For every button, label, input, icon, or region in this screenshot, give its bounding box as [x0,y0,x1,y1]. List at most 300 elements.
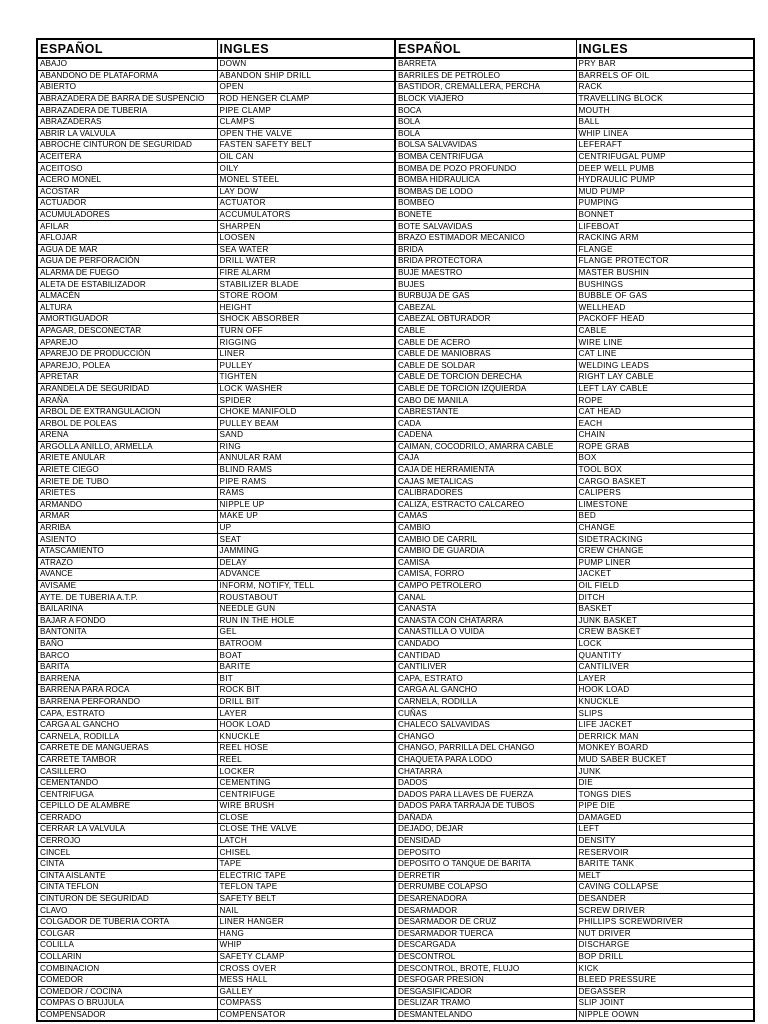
table-row [37,801,754,813]
english-term-cell: MONEL STEEL [217,174,395,186]
spanish-term-cell: ABRIR LA VALVULA [37,128,217,140]
english-term-cell: FLANGE [576,244,754,256]
table-row [37,430,754,442]
spanish-term-cell: BOMBA HIDRAULICA [395,174,576,186]
spanish-term-cell: DADOS [395,777,576,789]
spanish-term-cell: ACOSTAR [37,186,217,198]
table-row [37,116,754,128]
english-term-cell: LOCK [576,638,754,650]
table-row [37,267,754,279]
english-term-cell: REEL HOSE [217,743,395,755]
spanish-term-cell: AVANCE [37,569,217,581]
spanish-term-cell: CAPA, ESTRATO [37,708,217,720]
spanish-term-cell: CINCEL [37,847,217,859]
table-row [37,372,754,384]
spanish-term-cell: CHATARRA [395,766,576,778]
english-term-cell: WELDING LEADS [576,360,754,372]
spanish-term-cell: ABANDONO DE PLATAFORMA [37,70,217,82]
english-term-cell: TIGHTEN [217,372,395,384]
spanish-term-cell: BOLA [395,128,576,140]
english-term-cell: LINER [217,348,395,360]
table-row [37,754,754,766]
english-term-cell: LOCKER [217,766,395,778]
english-term-cell: CAT HEAD [576,406,754,418]
table-row [37,232,754,244]
english-term-cell: NIPPLE OOWN [576,1009,754,1021]
spanish-term-cell: ARBOL DE POLEAS [37,418,217,430]
english-term-cell: STORE ROOM [217,290,395,302]
english-term-cell: NEEDLE GUN [217,603,395,615]
spanish-term-cell: CASILLERO [37,766,217,778]
spanish-term-cell: ABROCHE CINTURON DE SEGURIDAD [37,140,217,152]
spanish-term-cell: APAREJO [37,337,217,349]
english-term-cell: JUNK BASKET [576,615,754,627]
spanish-term-cell: BAJAR A FONDO [37,615,217,627]
table-row [37,151,754,163]
spanish-term-cell: ARIETE CIEGO [37,464,217,476]
english-term-cell: ACCUMULATORS [217,209,395,221]
spanish-term-cell: CARGA AL GANCHO [37,719,217,731]
spanish-term-cell: APAREJO, POLEA [37,360,217,372]
table-row [37,163,754,175]
english-term-cell: RESERVOIR [576,847,754,859]
spanish-term-cell: CHANGO [395,731,576,743]
english-term-cell: OIL CAN [217,151,395,163]
table-row [37,696,754,708]
table-row [37,499,754,511]
table-row [37,314,754,326]
english-term-cell: ADVANCE [217,569,395,581]
spanish-term-cell: CANAL [395,592,576,604]
spanish-term-cell: CENTRIFUGA [37,789,217,801]
table-row [37,487,754,499]
spanish-term-cell: ARAÑA [37,395,217,407]
table-row [37,348,754,360]
table-row [37,905,754,917]
english-term-cell: MUD SABER BUCKET [576,754,754,766]
spanish-term-cell: COLILLA [37,940,217,952]
spanish-term-cell: AFLOJAR [37,232,217,244]
spanish-term-cell: CAMBIO DE GUARDIA [395,545,576,557]
spanish-term-cell: AYTE. DE TUBERIA A.T.P. [37,592,217,604]
spanish-term-cell: BUJE MAESTRO [395,267,576,279]
english-term-cell: PRY BAR [576,58,754,70]
table-row [37,70,754,82]
spanish-term-cell: DESARMADOR TUERCA [395,928,576,940]
spanish-term-cell: AFILAR [37,221,217,233]
spanish-term-cell: ARIETE ANULAR [37,453,217,465]
spanish-term-cell: COMEDOR / COCINA [37,986,217,998]
english-term-cell: OPEN THE VALVE [217,128,395,140]
english-term-cell: KNUCKLE [576,696,754,708]
header-spanish-1: ESPAÑOL [37,39,217,58]
english-term-cell: KICK [576,963,754,975]
table-row [37,615,754,627]
spanish-term-cell: CAMISA [395,557,576,569]
spanish-term-cell: DESCONTROL [395,951,576,963]
english-term-cell: EACH [576,418,754,430]
table-row [37,824,754,836]
spanish-term-cell: ARENA [37,430,217,442]
english-term-cell: JAMMING [217,545,395,557]
table-row [37,708,754,720]
spanish-term-cell: ARBOL DE EXTRANGULACION [37,406,217,418]
english-term-cell: COMPASS [217,998,395,1010]
spanish-term-cell: ABRAZADERA DE BARRA DE SUSPENCIO [37,93,217,105]
english-term-cell: DAMAGED [576,812,754,824]
english-term-cell: TEFLON TAPE [217,882,395,894]
english-term-cell: SLIP JOINT [576,998,754,1010]
spanish-term-cell: ACTUADOR [37,198,217,210]
english-term-cell: CREW CHANGE [576,545,754,557]
spanish-term-cell: CINTURON DE SEGURIDAD [37,893,217,905]
spanish-term-cell: ARRIBA [37,522,217,534]
spanish-term-cell: CINTA TEFLON [37,882,217,894]
spanish-term-cell: CABLE [395,325,576,337]
spanish-term-cell: ATASCAMIENTO [37,545,217,557]
spanish-term-cell: CAIMAN, COCODRILO, AMARRA CABLE [395,441,576,453]
spanish-term-cell: CINTA [37,858,217,870]
table-row [37,627,754,639]
english-term-cell: CENTRIFUGE [217,789,395,801]
english-term-cell: MASTER BUSHIN [576,267,754,279]
english-term-cell: SHARPEN [217,221,395,233]
english-term-cell: MAKE UP [217,511,395,523]
spanish-term-cell: CANTIDAD [395,650,576,662]
english-term-cell: RING [217,441,395,453]
spanish-term-cell: BLOCK VIAJERO [395,93,576,105]
spanish-term-cell: CANDADO [395,638,576,650]
spanish-term-cell: ARANDELA DE SEGURIDAD [37,383,217,395]
spanish-term-cell: ALTURA [37,302,217,314]
english-term-cell: DEGASSER [576,986,754,998]
spanish-term-cell: BURBUJA DE GAS [395,290,576,302]
table-row [37,198,754,210]
spanish-term-cell: BUJES [395,279,576,291]
english-term-cell: ROD HENGER CLAMP [217,93,395,105]
english-term-cell: CALIPERS [576,487,754,499]
english-term-cell: DELAY [217,557,395,569]
spanish-term-cell: DEPOSITO [395,847,576,859]
english-term-cell: LIFE JACKET [576,719,754,731]
english-term-cell: MESS HALL [217,974,395,986]
spanish-term-cell: BARRILES DE PETROLEO [395,70,576,82]
spanish-term-cell: COMBINACION [37,963,217,975]
spanish-term-cell: BOLA [395,116,576,128]
spanish-term-cell: CAMISA, FORRO [395,569,576,581]
spanish-term-cell: ACEITOSO [37,163,217,175]
table-row [37,1009,754,1021]
english-term-cell: CARGO BASKET [576,476,754,488]
spanish-term-cell: ARMANDO [37,499,217,511]
english-term-cell: ROCK BIT [217,685,395,697]
spanish-term-cell: BAILARINA [37,603,217,615]
spanish-term-cell: CADA [395,418,576,430]
table-row [37,441,754,453]
spanish-term-cell: DESARMADOR [395,905,576,917]
spanish-term-cell: CADENA [395,430,576,442]
spanish-term-cell: BARRENA PERFORANDO [37,696,217,708]
table-row [37,928,754,940]
spanish-term-cell: CANASTA CON CHATARRA [395,615,576,627]
english-term-cell: BOP DRILL [576,951,754,963]
spanish-term-cell: ATRAZO [37,557,217,569]
table-row [37,882,754,894]
english-term-cell: CAT LINE [576,348,754,360]
spanish-term-cell: APAREJO DE PRODUCCIÓN [37,348,217,360]
english-term-cell: CREW BASKET [576,627,754,639]
english-term-cell: CLOSE [217,812,395,824]
english-term-cell: ACTUATOR [217,198,395,210]
spanish-term-cell: CINTA AISLANTE [37,870,217,882]
table-row [37,986,754,998]
spanish-term-cell: AGUA DE PERFORACIÓN [37,256,217,268]
table-row [37,916,754,928]
english-term-cell: DITCH [576,592,754,604]
english-term-cell: SPIDER [217,395,395,407]
table-row [37,406,754,418]
english-term-cell: CABLE [576,325,754,337]
english-term-cell: MOUTH [576,105,754,117]
spanish-term-cell: DEPOSITO O TANQUE DE BARITA [395,858,576,870]
table-row [37,221,754,233]
header-english-1: INGLES [217,39,395,58]
english-term-cell: PUMP LINER [576,557,754,569]
english-term-cell: SEA WATER [217,244,395,256]
spanish-term-cell: DADOS PARA LLAVES DE FUERZA [395,789,576,801]
english-term-cell: NIPPLE UP [217,499,395,511]
table-row [37,789,754,801]
english-term-cell: DENSITY [576,835,754,847]
spanish-term-cell: ASIENTO [37,534,217,546]
english-term-cell: MELT [576,870,754,882]
spanish-term-cell: CANASTA [395,603,576,615]
table-row [37,534,754,546]
english-term-cell: LOCK WASHER [217,383,395,395]
spanish-term-cell: DESGASIFICADOR [395,986,576,998]
spanish-term-cell: ACEITERA [37,151,217,163]
table-row [37,974,754,986]
english-term-cell: BARITE [217,661,395,673]
spanish-term-cell: CAPA, ESTRATO [395,673,576,685]
english-term-cell: RIGGING [217,337,395,349]
spanish-term-cell: ALARMA DE FUEGO [37,267,217,279]
english-term-cell: WHIP LINEA [576,128,754,140]
english-term-cell: BLIND RAMS [217,464,395,476]
english-term-cell: LEFERAFT [576,140,754,152]
spanish-term-cell: CAJA DE HERRAMIENTA [395,464,576,476]
english-term-cell: SAFETY BELT [217,893,395,905]
spanish-term-cell: BARCO [37,650,217,662]
english-term-cell: BALL [576,116,754,128]
english-term-cell: PULLEY [217,360,395,372]
english-term-cell: JACKET [576,569,754,581]
table-row [37,140,754,152]
english-term-cell: WIRE LINE [576,337,754,349]
table-row [37,511,754,523]
spanish-term-cell: DADOS PARA TARRAJA DE TUBOS [395,801,576,813]
spanish-term-cell: CHAQUETA PARA LODO [395,754,576,766]
english-term-cell: ROPE GRAB [576,441,754,453]
english-term-cell: CENTRIFUGAL PUMP [576,151,754,163]
table-row [37,731,754,743]
spanish-term-cell: AGUA DE MAR [37,244,217,256]
spanish-term-cell: COLGAR [37,928,217,940]
spanish-term-cell: ALMACÉN [37,290,217,302]
english-term-cell: OIL FIELD [576,580,754,592]
english-term-cell: CHOKE MANIFOLD [217,406,395,418]
spanish-term-cell: DENSIDAD [395,835,576,847]
spanish-term-cell: COMPENSADOR [37,1009,217,1021]
english-term-cell: HANG [217,928,395,940]
table-row [37,545,754,557]
english-term-cell: RUN IN THE HOLE [217,615,395,627]
spanish-term-cell: CABEZAL OBTURADOR [395,314,576,326]
table-row [37,325,754,337]
spanish-term-cell: COMPAS O BRUJULA [37,998,217,1010]
english-term-cell: GALLEY [217,986,395,998]
table-row [37,812,754,824]
english-term-cell: BARITE TANK [576,858,754,870]
spanish-term-cell: BANTONITA [37,627,217,639]
english-term-cell: ELECTRIC TAPE [217,870,395,882]
english-term-cell: CAVING COLLAPSE [576,882,754,894]
english-term-cell: TOOL BOX [576,464,754,476]
spanish-term-cell: CAMBIO DE CARRIL [395,534,576,546]
spanish-term-cell: CAMPO PETROLERO [395,580,576,592]
spanish-term-cell: DESARENADORA [395,893,576,905]
english-term-cell: ROPE [576,395,754,407]
spanish-term-cell: BONETE [395,209,576,221]
english-term-cell: PUMPING [576,198,754,210]
spanish-term-cell: AMORTIGUADOR [37,314,217,326]
table-row [37,743,754,755]
spanish-term-cell: DESCARGADA [395,940,576,952]
table-row [37,290,754,302]
english-term-cell: CEMENTING [217,777,395,789]
table-row [37,603,754,615]
table-row [37,256,754,268]
table-row [37,464,754,476]
english-term-cell: PIPE DIE [576,801,754,813]
english-term-cell: SAND [217,430,395,442]
english-term-cell: BOX [576,453,754,465]
spanish-term-cell: ABRAZADERAS [37,116,217,128]
table-row [37,951,754,963]
table-row [37,128,754,140]
spanish-term-cell: DAÑADA [395,812,576,824]
table-row [37,766,754,778]
english-term-cell: PACKOFF HEAD [576,314,754,326]
english-term-cell: UP [217,522,395,534]
table-row [37,105,754,117]
english-term-cell: WELLHEAD [576,302,754,314]
spanish-term-cell: ACUMULADORES [37,209,217,221]
english-term-cell: KNUCKLE [217,731,395,743]
table-row [37,847,754,859]
english-term-cell: FASTEN SAFETY BELT [217,140,395,152]
spanish-term-cell: BAÑO [37,638,217,650]
english-term-cell: BONNET [576,209,754,221]
english-term-cell: PULLEY BEAM [217,418,395,430]
english-term-cell: MONKEY BOARD [576,743,754,755]
spanish-term-cell: DEJADO, DEJAR [395,824,576,836]
table-row [37,893,754,905]
english-term-cell: CLOSE THE VALVE [217,824,395,836]
table-row [37,592,754,604]
spanish-term-cell: BOMBEO [395,198,576,210]
spanish-term-cell: CEMENTANDO [37,777,217,789]
english-term-cell: CHISEL [217,847,395,859]
english-term-cell: FLANGE PROTECTOR [576,256,754,268]
english-term-cell: LINER HANGER [217,916,395,928]
table-row [37,685,754,697]
english-term-cell: DERRICK MAN [576,731,754,743]
english-term-cell: CHANGE [576,522,754,534]
spanish-term-cell: CARNELA, RODILLA [395,696,576,708]
table-row [37,719,754,731]
english-term-cell: REEL [217,754,395,766]
spanish-term-cell: CABO DE MANILA [395,395,576,407]
spanish-term-cell: CANTILIVER [395,661,576,673]
english-term-cell: PIPE RAMS [217,476,395,488]
english-term-cell: CHAIN [576,430,754,442]
spanish-term-cell: CABLE DE TORCION DERECHA [395,372,576,384]
spanish-term-cell: BASTIDOR, CREMALLERA, PERCHA [395,82,576,94]
spanish-term-cell: CABEZAL [395,302,576,314]
english-term-cell: NAIL [217,905,395,917]
spanish-term-cell: ARIETE DE TUBO [37,476,217,488]
spanish-term-cell: BRIDA [395,244,576,256]
english-term-cell: CROSS OVER [217,963,395,975]
english-term-cell: STABILIZER BLADE [217,279,395,291]
table-row [37,93,754,105]
spanish-term-cell: BOMBA CENTRIFUGA [395,151,576,163]
spanish-term-cell: ABRAZADERA DE TUBERIA [37,105,217,117]
table-row [37,858,754,870]
spanish-term-cell: BARITA [37,661,217,673]
spanish-term-cell: ABAJO [37,58,217,70]
spanish-term-cell: CANASTILLA O VUIDA [395,627,576,639]
header-spanish-2: ESPAÑOL [395,39,576,58]
english-term-cell: BOAT [217,650,395,662]
english-term-cell: BLEED PRESSURE [576,974,754,986]
english-term-cell: DOWN [217,58,395,70]
table-row [37,186,754,198]
spanish-term-cell: DERRETIR [395,870,576,882]
spanish-term-cell: DESMANTELANDO [395,1009,576,1021]
english-term-cell: RIGHT LAY CABLE [576,372,754,384]
english-term-cell: RACKING ARM [576,232,754,244]
english-term-cell: BARRELS OF OIL [576,70,754,82]
spanish-term-cell: COLGADOR DE TUBERIA CORTA [37,916,217,928]
spanish-term-cell: CABRESTANTE [395,406,576,418]
english-term-cell: QUANTITY [576,650,754,662]
english-term-cell: RACK [576,82,754,94]
table-row [37,279,754,291]
english-term-cell: JUNK [576,766,754,778]
spanish-term-cell: DESCONTROL, BROTE, FLUJO [395,963,576,975]
table-row [37,453,754,465]
english-term-cell: CANTILIVER [576,661,754,673]
table-row [37,963,754,975]
table-row [37,661,754,673]
spanish-term-cell: APAGAR, DESCONECTAR [37,325,217,337]
english-term-cell: FIRE ALARM [217,267,395,279]
english-term-cell: LATCH [217,835,395,847]
english-term-cell: COMPENSATOR [217,1009,395,1021]
spanish-term-cell: CUÑAS [395,708,576,720]
